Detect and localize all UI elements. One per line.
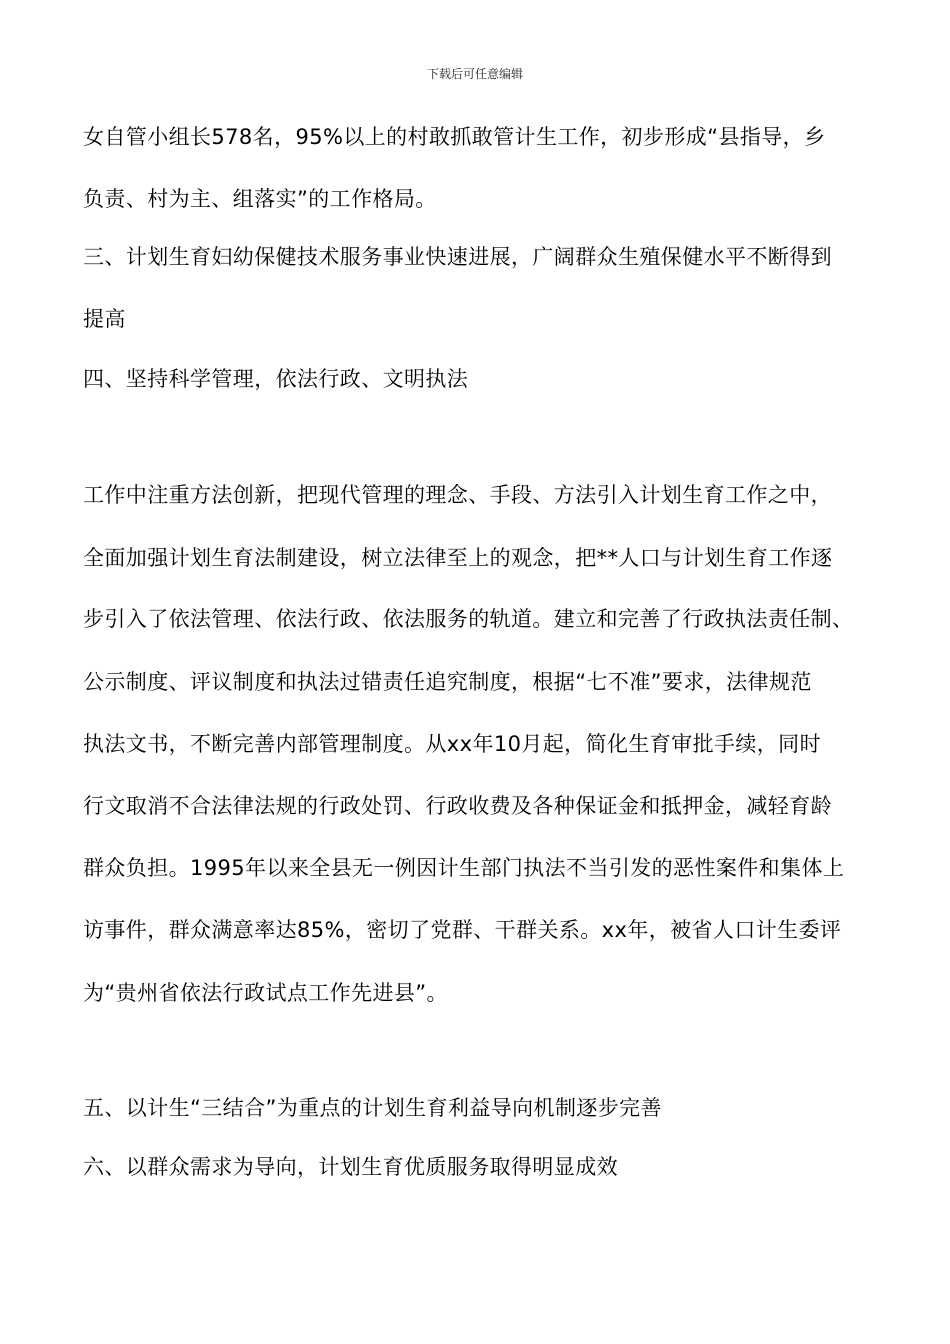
paragraph-line: 执法文书，不断完善内部管理制度。从xx年10月起，简化生育审批手续，同时 xyxy=(83,732,821,756)
page-header-note: 下载后可任意编辑 xyxy=(426,67,523,81)
paragraph-line: 步引入了依法管理、依法行政、依法服务的轨道。建立和完善了行政执法责任制、 xyxy=(83,607,854,631)
paragraph-line: 公示制度、评议制度和执法过错责任追究制度，根据“七不准”要求，法律规范 xyxy=(83,670,812,694)
section-heading-3-cont: 提高 xyxy=(83,307,126,331)
section-heading-4: 四、坚持科学管理，依法行政、文明执法 xyxy=(83,367,469,391)
section-heading-5: 五、以计生“三结合”为重点的计划生育利益导向机制逐步完善 xyxy=(83,1096,662,1120)
paragraph-line: 工作中注重方法创新，把现代管理的理念、手段、方法引入计划生育工作之中， xyxy=(83,483,832,507)
paragraph-line: 负责、村为主、组落实”的工作格局。 xyxy=(83,187,437,211)
paragraph-line: 女自管小组长578名，95%以上的村敢抓敢管计生工作，初步形成“县指导，乡 xyxy=(83,125,826,149)
paragraph-line: 为“贵州省依法行政试点工作先进县”。 xyxy=(83,981,448,1005)
section-heading-6: 六、以群众需求为导向，计划生育优质服务取得明显成效 xyxy=(83,1155,618,1179)
paragraph-line: 访事件，群众满意率达85%，密切了党群、干群关系。xx年，被省人口计生委评 xyxy=(83,918,842,942)
paragraph-line: 群众负担。1995年以来全县无一例因计生部门执法不当引发的恶性案件和集体上 xyxy=(83,856,845,880)
section-heading-3: 三、计划生育妇幼保健技术服务事业快速进展，广阔群众生殖保健水平不断得到 xyxy=(83,245,832,269)
paragraph-line: 全面加强计划生育法制建设，树立法律至上的观念，把**人口与计划生育工作逐 xyxy=(83,546,833,570)
paragraph-line: 行文取消不合法律法规的行政处罚、行政收费及各种保证金和抵押金，减轻育龄 xyxy=(83,794,832,818)
